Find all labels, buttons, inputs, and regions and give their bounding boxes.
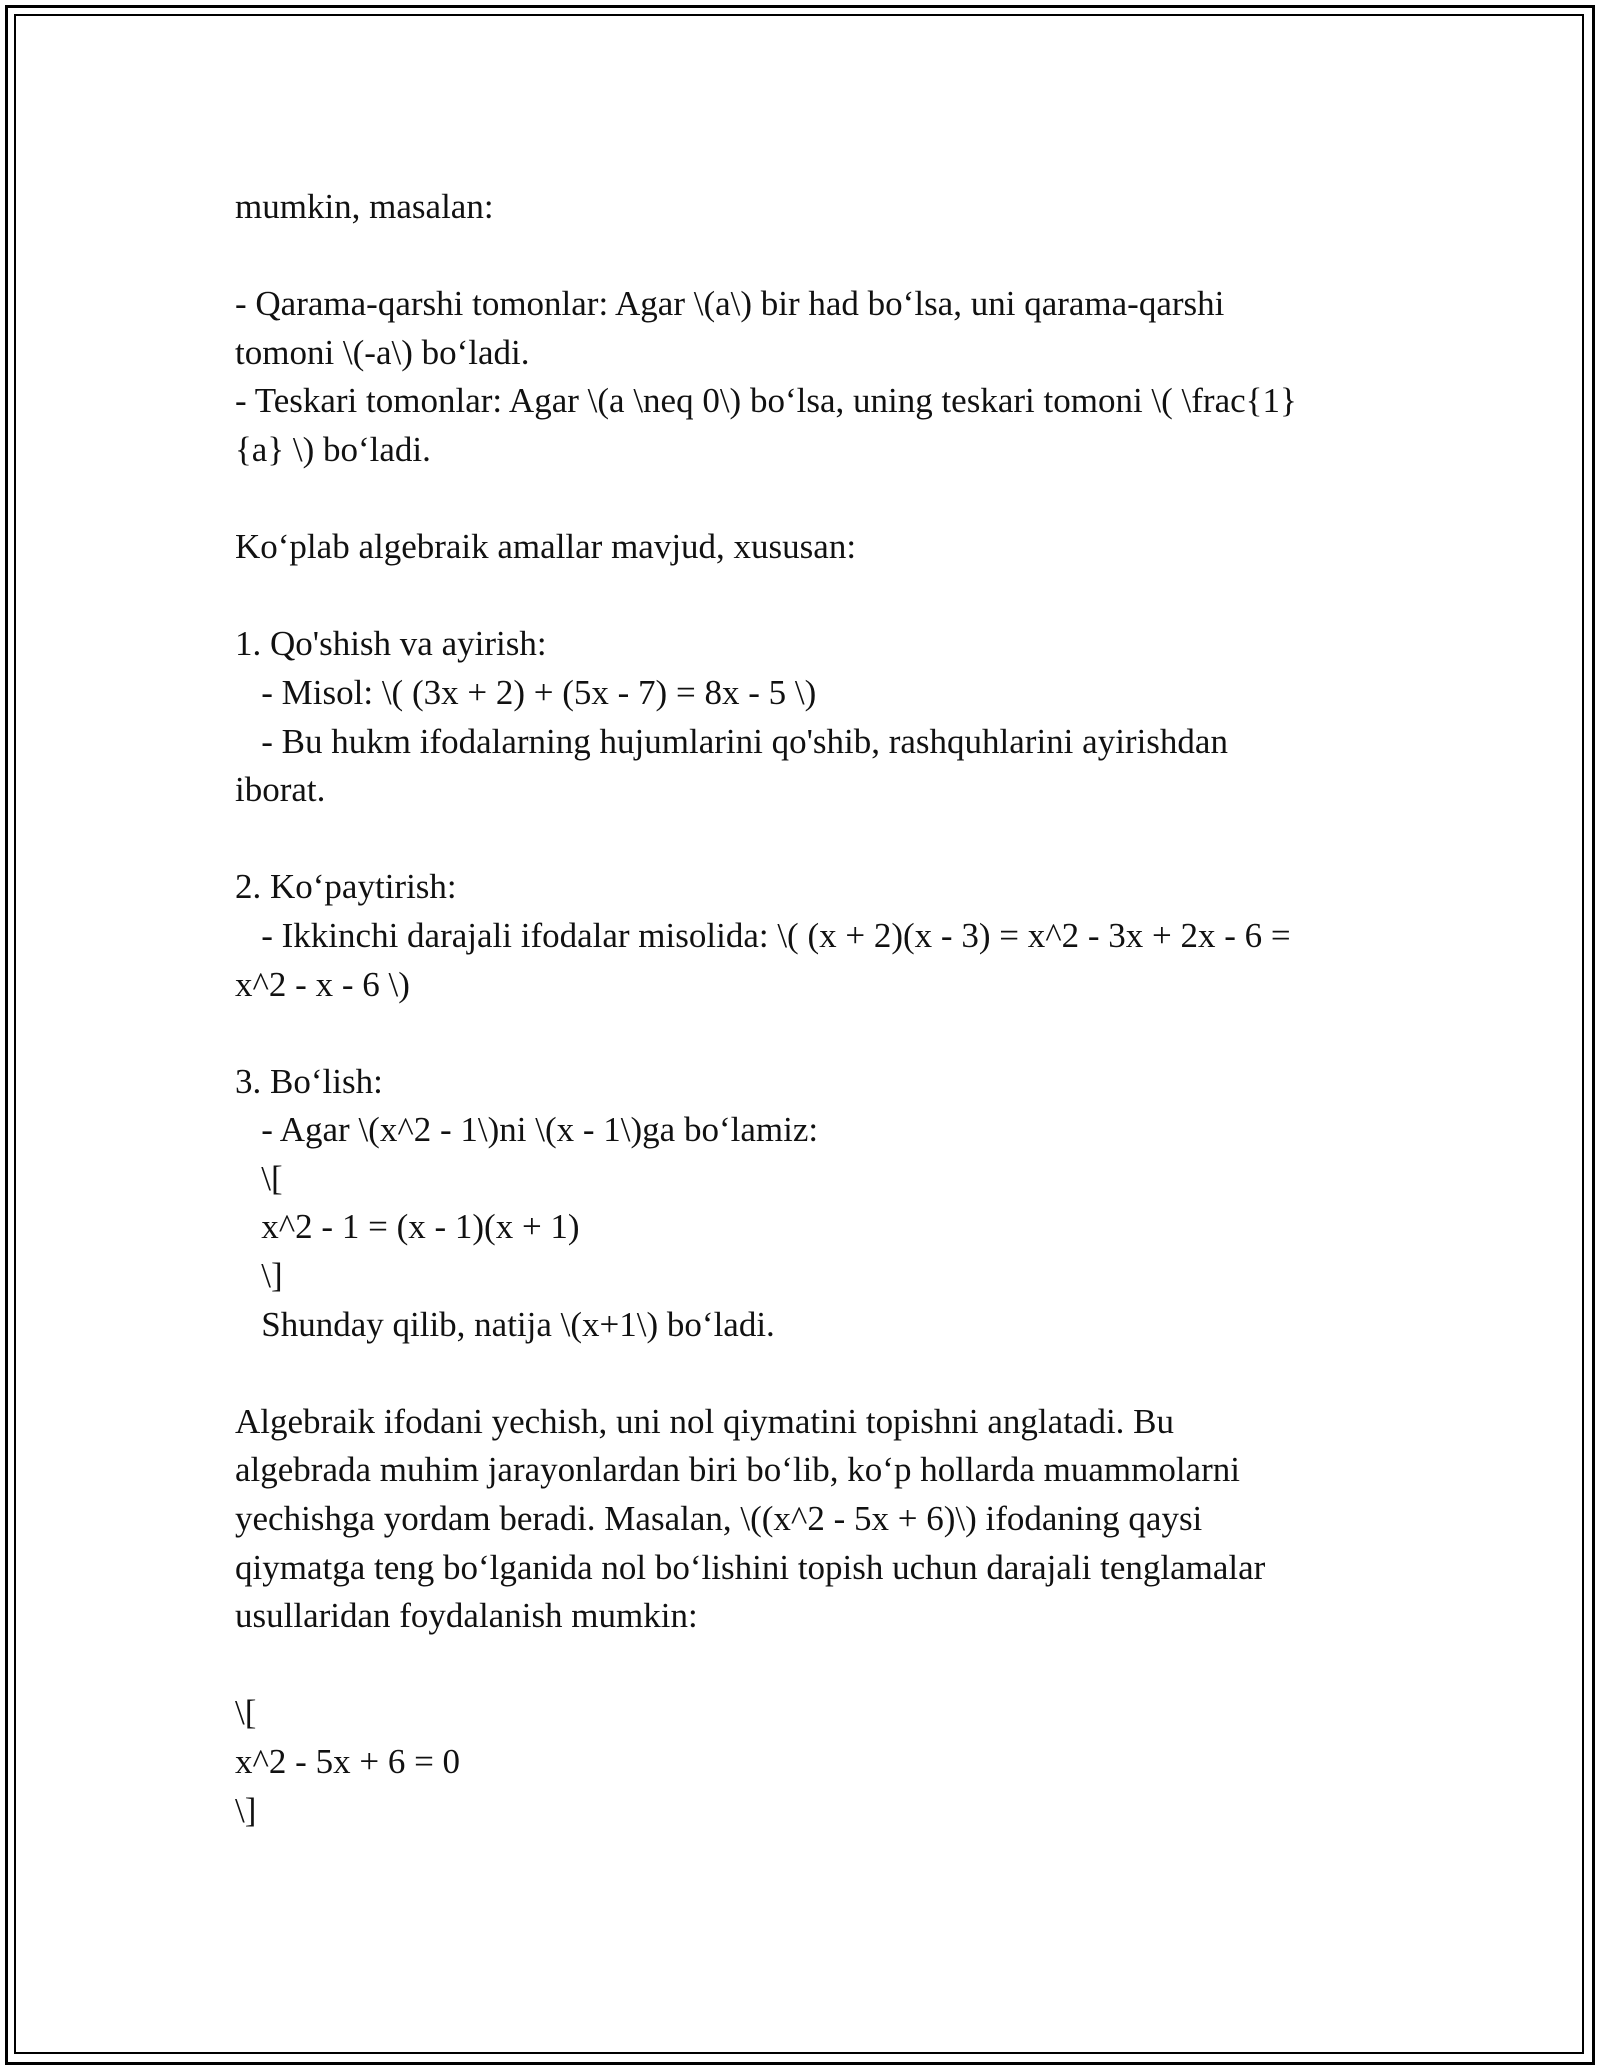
item1-note-line-2: iborat.: [235, 770, 326, 810]
operations-intro: Ko‘plab algebraik amallar mavjud, xususan:: [235, 527, 857, 567]
item3-display-open: \[: [235, 1158, 283, 1198]
solving-line-4: qiymatga teng bo‘lganida nol bo‘lishini topish uchun darajali tenglamalar: [235, 1547, 1266, 1587]
item2-example-line-2: x^2 - x - 6 \): [235, 964, 410, 1004]
final-display-close: \]: [235, 1790, 257, 1830]
item3-heading: 3. Bo‘lish:: [235, 1061, 383, 1101]
spacer: [235, 232, 1365, 281]
opposites-line-2: tomoni \(-a\) bo‘ladi.: [235, 332, 530, 372]
solving-line-1: Algebraik ifodani yechish, uni nol qiymatini topishni anglatadi. Bu: [235, 1401, 1175, 1441]
solving-line-3: yechishga yordam beradi. Masalan, \((x^2 - 5x + 6)\) ifodaning qaysi: [235, 1499, 1203, 1539]
item1-example: - Misol: \( (3x + 2) + (5x - 7) = 8x - 5 \): [235, 672, 817, 712]
intro-text: mumkin, masalan:: [235, 187, 494, 226]
spacer: [235, 1641, 1365, 1690]
solving-line-2: algebrada muhim jarayonlardan biri bo‘lib, ko‘p hollarda muammolarni: [235, 1450, 1240, 1490]
spacer: [235, 1009, 1365, 1058]
item3-example: - Agar \(x^2 - 1\)ni \(x - 1\)ga bo‘lamiz:: [235, 1110, 819, 1150]
item1-note-line-1: - Bu hukm ifodalarning hujumlarini qo'shib, rashquhlarini ayirishdan: [235, 721, 1228, 761]
spacer: [235, 815, 1365, 864]
opposites-line-1: - Qarama-qarshi tomonlar: Agar \(a\) bir had bo‘lsa, uni qarama-qarshi: [235, 284, 1225, 324]
document-body: [235, 183, 1365, 1835]
item1-heading: 1. Qo'shish va ayirish:: [235, 624, 547, 664]
spacer: [235, 572, 1365, 621]
item3-display-close: \]: [235, 1256, 283, 1296]
inverse-line-2: {a} \) bo‘ladi.: [235, 429, 431, 469]
item2-example-line-1: - Ikkinchi darajali ifodalar misolida: \( (x + 2)(x - 3) = x^2 - 3x + 2x - 6 =: [235, 915, 1291, 955]
final-equation: x^2 - 5x + 6 = 0: [235, 1742, 461, 1781]
inverse-line-1: - Teskari tomonlar: Agar \(a \neq 0\) bo‘lsa, uning teskari tomoni \( \frac{1}: [235, 381, 1297, 421]
item3-result: Shunday qilib, natija \(x+1\) bo‘ladi.: [235, 1304, 775, 1344]
spacer: [235, 475, 1365, 524]
item3-display-equation: x^2 - 1 = (x - 1)(x + 1): [235, 1207, 580, 1247]
final-display-open: \[: [235, 1693, 257, 1733]
spacer: [235, 1349, 1365, 1398]
item2-heading: 2. Ko‘paytirish:: [235, 867, 457, 907]
solving-line-5: usullaridan foydalanish mumkin:: [235, 1596, 698, 1636]
